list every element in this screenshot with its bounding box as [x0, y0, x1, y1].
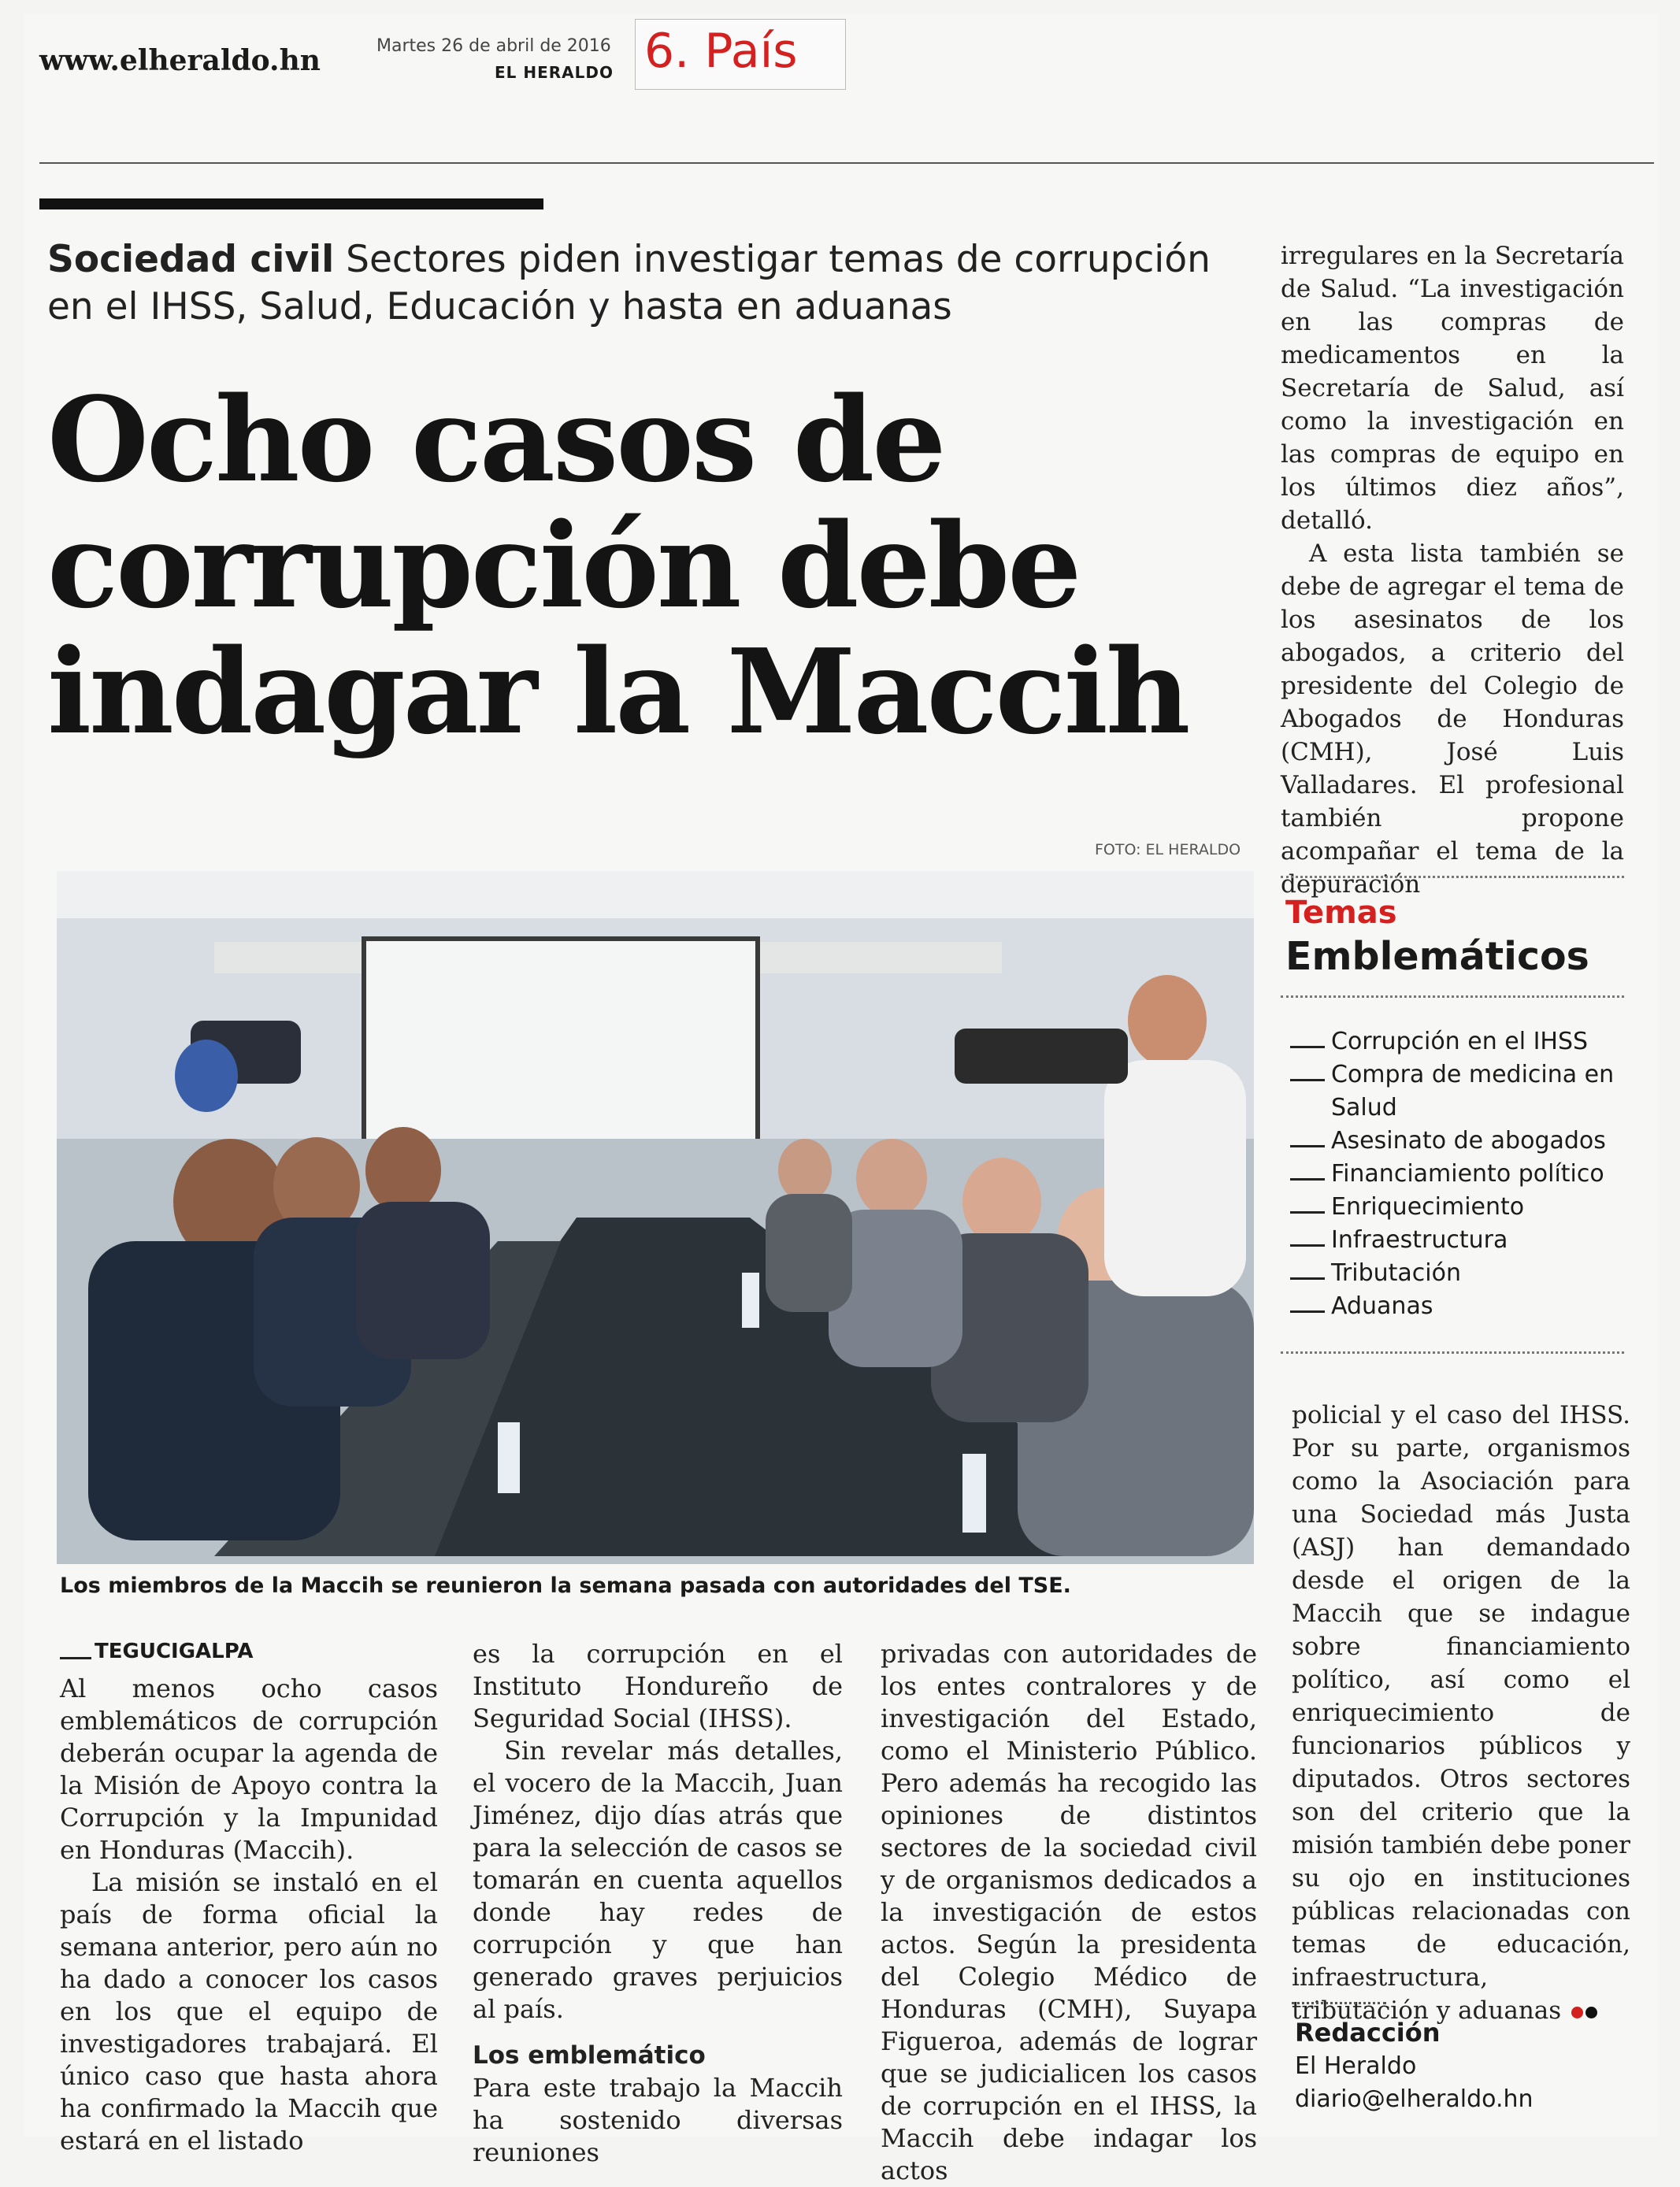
list-item: Compra de medicina en Salud: [1290, 1058, 1629, 1125]
dash-icon: [1290, 1046, 1325, 1048]
list-item: Asesinato de abogados: [1290, 1125, 1629, 1158]
topics-list: [1290, 1025, 1629, 1323]
paragraph: A esta lista también se debe de agregar el tema de los asesinatos de los abogados, a criterio del presidente del Colegio de Abogados de Honduras (CMH), José Luis Valladares. El profesional también propone acompañar el tema de la depuración: [1281, 539, 1624, 899]
sidebar-divider: [1281, 876, 1624, 878]
paper-name: EL HERALDO: [495, 63, 614, 82]
dateline: TEGUCIGALPA: [95, 1640, 254, 1663]
subheading: Los emblemático: [473, 2041, 706, 2070]
paragraph: Para este trabajo la Maccih ha sostenido diversas reuniones: [473, 2073, 843, 2167]
headline-line: indagar la Maccih: [47, 623, 1189, 760]
signature-email: diario@elheraldo.hn: [1295, 2085, 1534, 2113]
headline: [47, 371, 1260, 760]
paragraph: policial y el caso del IHSS. Por su parte, organismos como la Asociación para una Sociedad más Justa (ASJ) han demandado desde el origen de la Maccih que se indague sobre financiamiento político, así como el enriquecimiento de funcionarios públicos y diputados. Otros sectores son del criterio que la misión también debe poner su ojo en instituciones públicas relacionadas con temas de educación, infraestructura, tributación y aduanas: [1292, 1401, 1630, 2025]
photo-caption: Los miembros de la Maccih se reunieron la semana pasada con autoridades del TSE.: [60, 1574, 1071, 1598]
signature-role: Redacción: [1295, 2018, 1441, 2048]
headline-line: Ocho casos de: [47, 371, 944, 508]
site-url: www.elheraldo.hn: [39, 44, 321, 77]
section-bar: [39, 198, 543, 209]
list-item: Infraestructura: [1290, 1224, 1629, 1257]
meeting-photo: [57, 871, 1254, 1564]
issue-date: Martes 26 de abril de 2016: [376, 36, 611, 56]
signature-name: El Heraldo: [1295, 2052, 1417, 2080]
list-item: Financiamiento político: [1290, 1158, 1629, 1191]
list-item: Tributación: [1290, 1257, 1629, 1290]
paragraph: es la corrupción en el Instituto Hondureño de Seguridad Social (IHSS).: [473, 1639, 843, 1733]
end-mark-icon: [1569, 1994, 1597, 2027]
paragraph: La misión se instaló en el país de forma oficial la semana anterior, pero aún no ha dado a conocer los casos en los que el equipo de investigadores trabajará. El único caso que hasta ahora ha confirmado la Maccih que estará en el listado: [60, 1867, 438, 2155]
body-column-2: [473, 1638, 843, 2169]
dash-icon: [1290, 1211, 1325, 1214]
list-item: Enriquecimiento: [1290, 1191, 1629, 1224]
list-item: Aduanas: [1290, 1290, 1629, 1323]
dash-icon: [1290, 1178, 1325, 1181]
body-column-1: [60, 1673, 438, 2157]
dash-icon: [1290, 1244, 1325, 1247]
right-column-top: [1281, 239, 1624, 901]
dateline-dash: [60, 1657, 91, 1659]
dash-icon: [1290, 1145, 1325, 1147]
body-column-3: [881, 1638, 1257, 2187]
dash-icon: [1290, 1079, 1325, 1081]
dash-icon: [1290, 1310, 1325, 1313]
sidebar-title: Emblemáticos: [1285, 934, 1589, 979]
list-item: Corrupción en el IHSS: [1290, 1025, 1629, 1058]
kicker: [47, 236, 1244, 331]
section-label: 6. País: [644, 24, 798, 79]
sidebar-title-accent: Temas: [1285, 895, 1397, 931]
sidebar-divider: [1281, 1351, 1624, 1354]
kicker-text: Sectores piden investigar temas de corrupción en el IHSS, Salud, Educación y hasta en aduanas: [47, 238, 1211, 328]
paragraph: privadas con autoridades de los entes contralores y de investigación del Estado, como el Ministerio Público. Pero además ha recogido las opiniones de distintos sectores de la sociedad civil y de organismos dedicados a la investigación de estos actos. Según la presidenta del Colegio Médico de Honduras (CMH), Suyapa Figueroa, además de lograr que se judicialicen los casos de corrupción en el IHSS, la Maccih debe indagar los actos: [881, 1639, 1257, 2185]
kicker-label: Sociedad civil: [47, 238, 335, 281]
sidebar-divider: [1281, 995, 1624, 998]
paragraph: Al menos ocho casos emblemáticos de corrupción deberán ocupar la agenda de la Misión de Apoyo contra la Corrupción y la Impunidad en Honduras (Maccih).: [60, 1674, 438, 1865]
photo-credit: FOTO: EL HERALDO: [1095, 841, 1241, 858]
paragraph: Sin revelar más detalles, el vocero de la Maccih, Juan Jiménez, dijo días atrás que para la selección de casos se tomarán en cuenta aquellos donde hay redes de corrupción y que han generado graves perjuicios al país.: [473, 1736, 843, 2024]
header-divider: [39, 162, 1654, 164]
signature-divider: [1292, 2002, 1386, 2004]
headline-line: corrupción debe: [47, 497, 1080, 634]
paragraph: irregulares en la Secretaría de Salud. “La investigación en las compras de medicamentos en la Secretaría de Salud, así como la investigación en las compras de equipo en los últimos diez años”, detalló.: [1281, 242, 1624, 535]
right-column-bottom: [1292, 1399, 1630, 2027]
meeting-photo-illustration: [57, 871, 1254, 1564]
dash-icon: [1290, 1277, 1325, 1280]
